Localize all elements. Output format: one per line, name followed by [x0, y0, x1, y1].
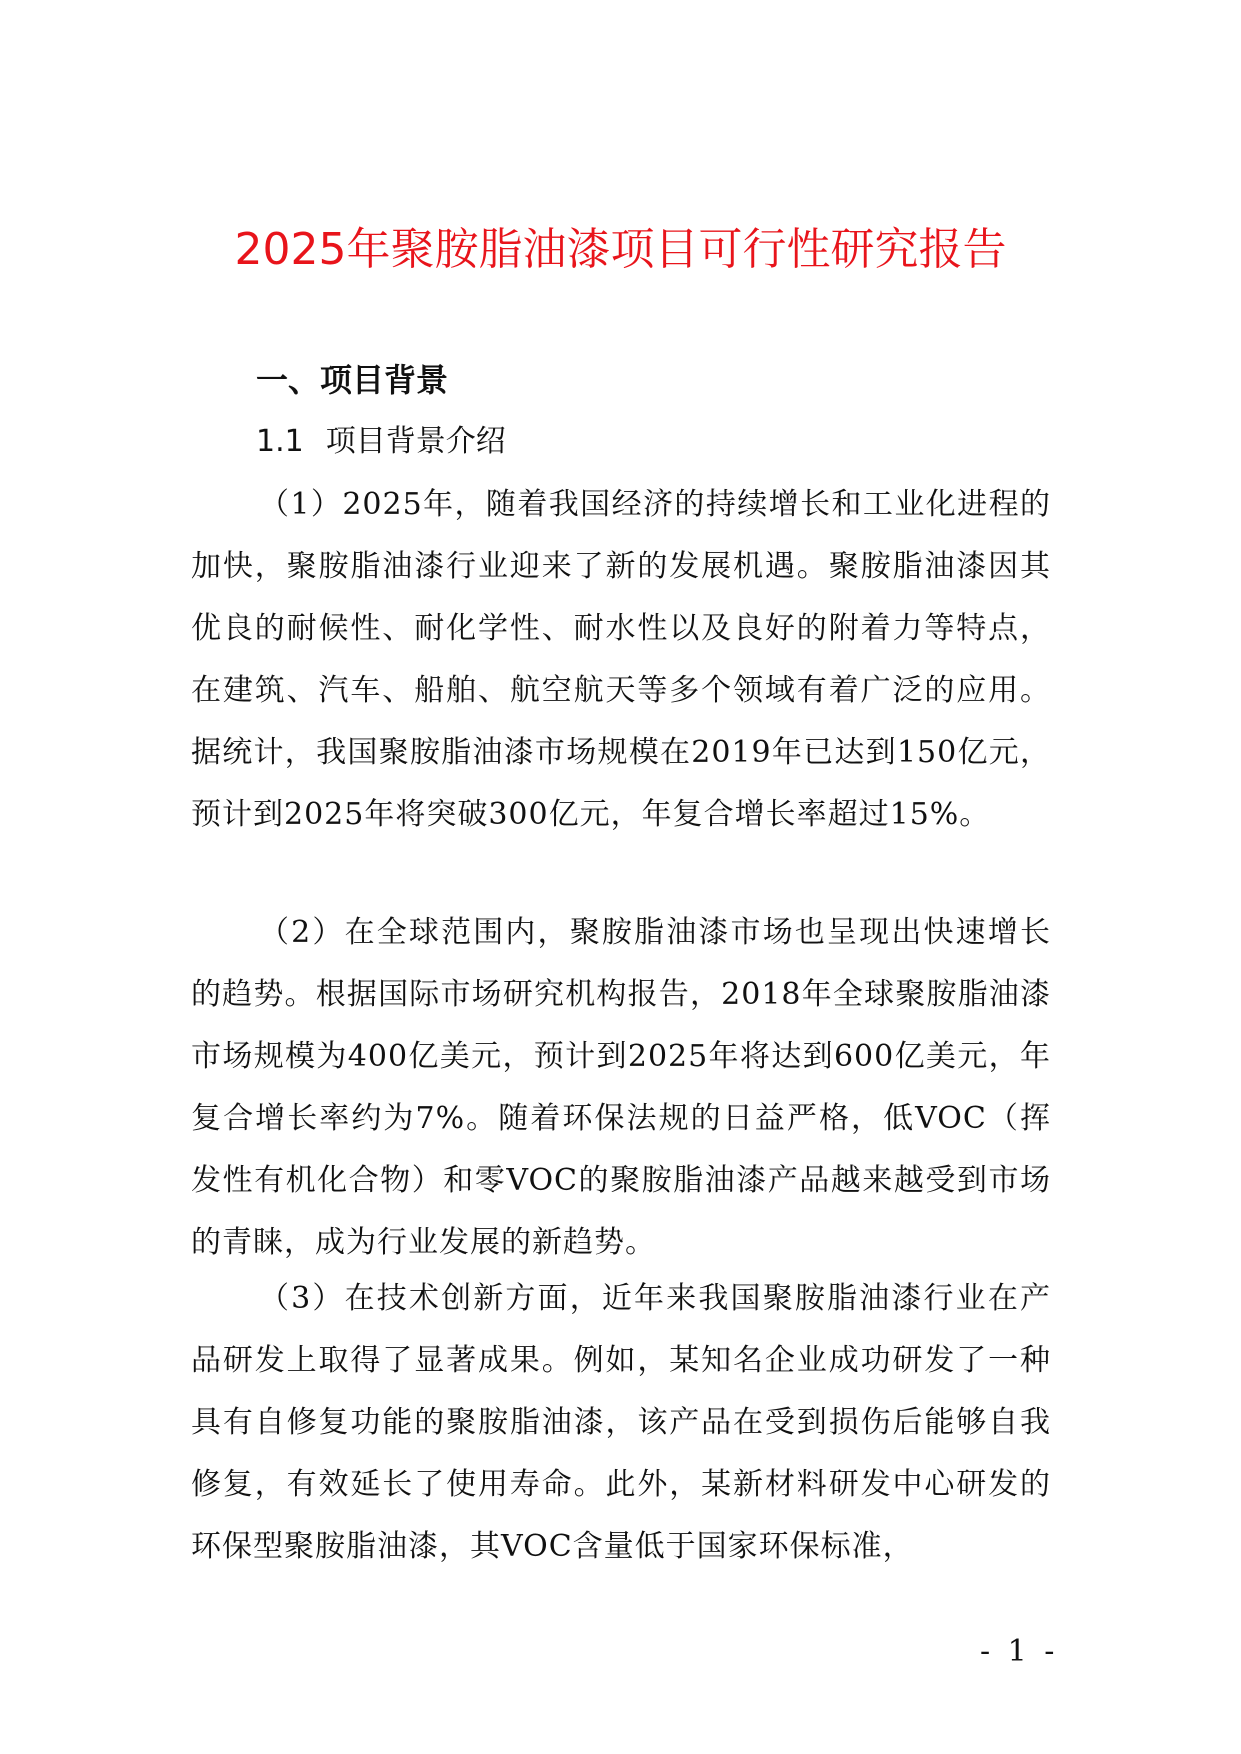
subsection-heading: [256, 422, 506, 462]
paragraph-2: （2）在全球范围内，聚胺脂油漆市场也呈现出快速增长的趋势。根据国际市场研究机构报告，2018年全球聚胺脂油漆市场规模为400亿美元，预计到2025年将达到600亿美元，年复合增长率约为7%。随着环保法规的日益严格，低VOC（挥发性有机化合物）和零VOC的聚胺脂油漆产品越来越受到市场的青睐，成为行业发展的新趋势。: [191, 915, 1051, 1260]
subsection-title: 项目背景介绍: [325, 424, 506, 459]
paragraph-3: （3）在技术创新方面，近年来我国聚胺脂油漆行业在产品研发上取得了显著成果。例如，某知名企业成功研发了一种具有自修复功能的聚胺脂油漆，该产品在受到损伤后能够自我修复，有效延长了使用寿命。此外，某新材料研发中心研发的环保型聚胺脂油漆，其VOC含量低于国家环保标准，: [191, 1281, 1051, 1564]
subsection-number: 1.1: [256, 424, 304, 459]
paragraph-1: （1）2025年，随着我国经济的持续增长和工业化进程的加快，聚胺脂油漆行业迎来了新的发展机遇。聚胺脂油漆因其优良的耐候性、耐化学性、耐水性以及良好的附着力等特点，在建筑、汽车、船舶、航空航天等多个领域有着广泛的应用。据统计，我国聚胺脂油漆市场规模在2019年已达到150亿元，预计到2025年将突破300亿元，年复合增长率超过15%。: [191, 487, 1051, 832]
page-number: - 1 -: [980, 1634, 1059, 1669]
document-title: 2025年聚胺脂油漆项目可行性研究报告: [234, 224, 1007, 275]
section-heading: 一、项目背景: [256, 361, 449, 399]
